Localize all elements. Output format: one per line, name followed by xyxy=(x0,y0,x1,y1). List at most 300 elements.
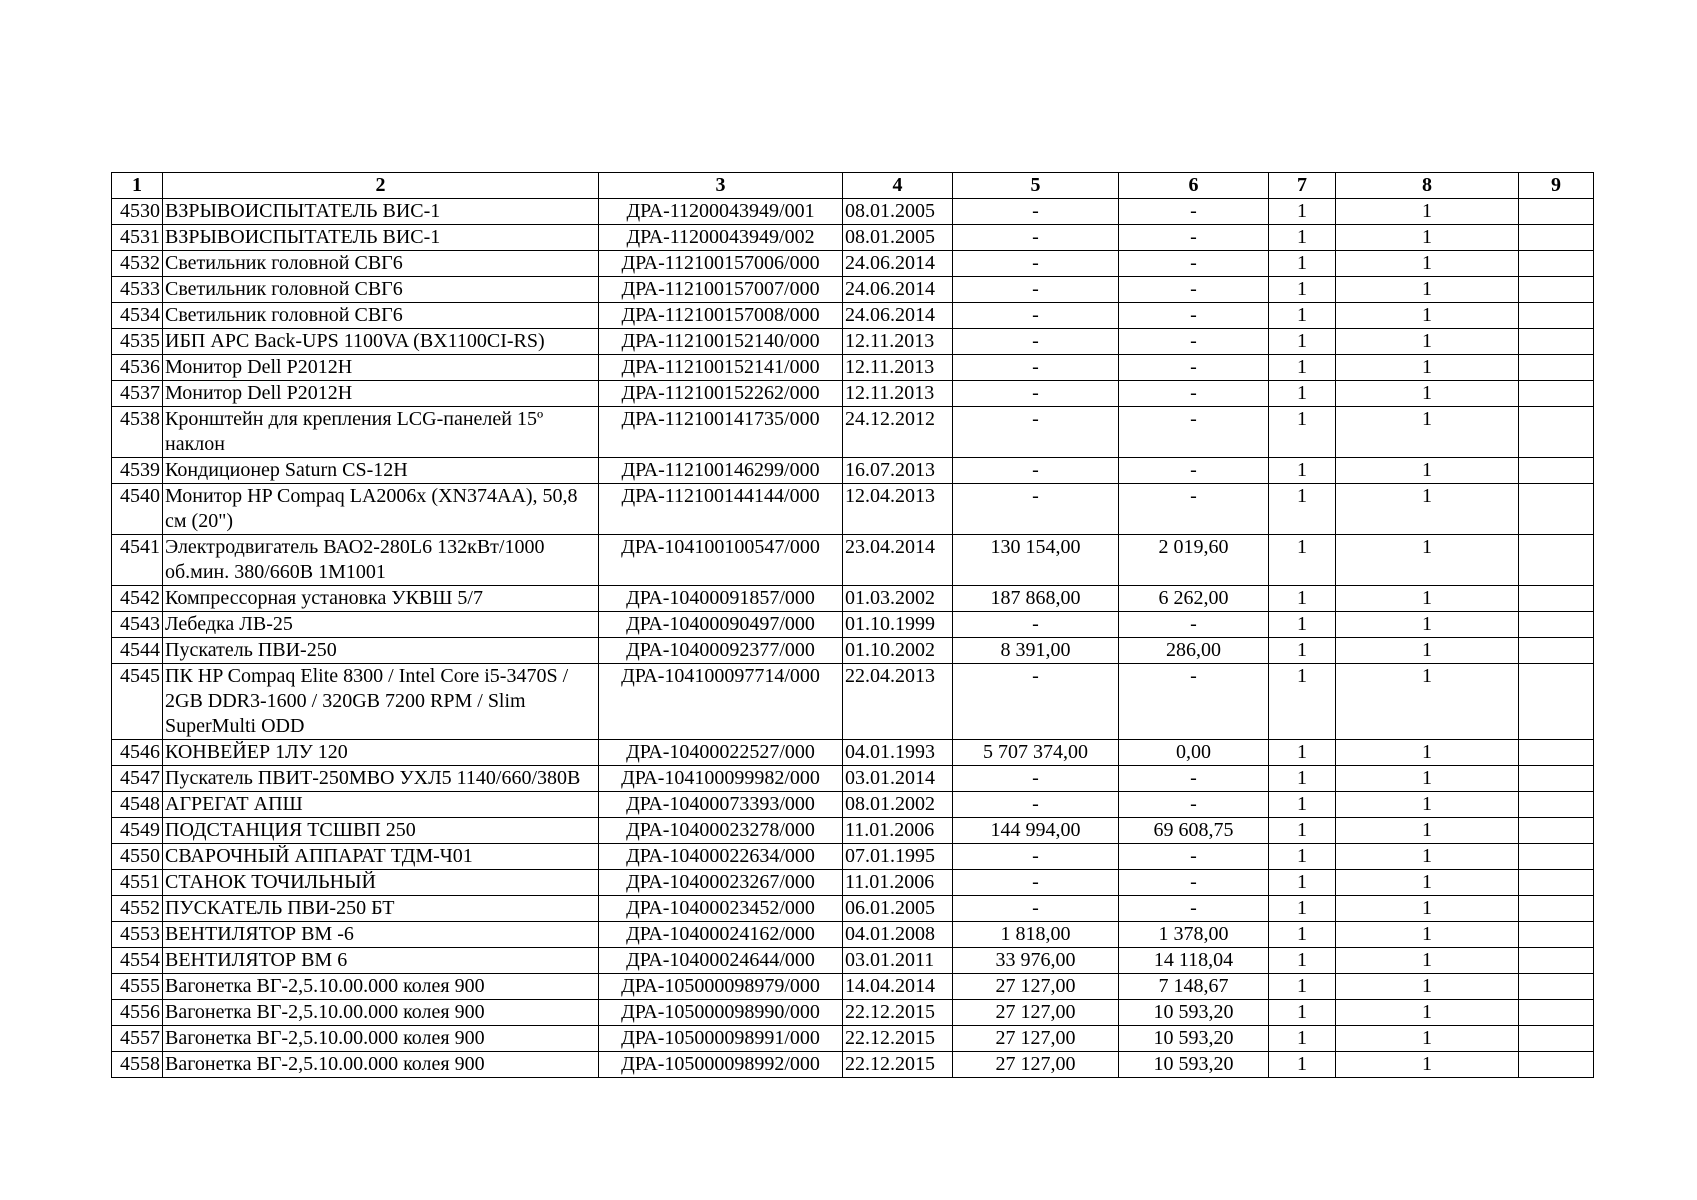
column-7-value-cell: 1 xyxy=(1269,199,1336,225)
item-name-cell: Монитор Dell P2012H xyxy=(163,381,599,407)
column-5-value-cell: 144 994,00 xyxy=(953,818,1119,844)
column-6-value-cell: 10 593,20 xyxy=(1119,1052,1269,1078)
item-name-cell: ВЕНТИЛЯТОР ВМ 6 xyxy=(163,948,599,974)
table-row xyxy=(112,664,1594,740)
column-header: 6 xyxy=(1119,173,1269,199)
table-row xyxy=(112,329,1594,355)
column-9-value-cell xyxy=(1519,355,1594,381)
inventory-code-cell: ДРА-104100099982/000 xyxy=(599,766,843,792)
column-9-value-cell xyxy=(1519,818,1594,844)
column-6-value-cell: 69 608,75 xyxy=(1119,818,1269,844)
column-5-value-cell: - xyxy=(953,458,1119,484)
column-7-value-cell: 1 xyxy=(1269,766,1336,792)
row-number-cell: 4534 xyxy=(112,303,163,329)
table-row xyxy=(112,199,1594,225)
column-5-value-cell: 27 127,00 xyxy=(953,974,1119,1000)
column-9-value-cell xyxy=(1519,251,1594,277)
column-6-value-cell: - xyxy=(1119,381,1269,407)
table-row xyxy=(112,948,1594,974)
item-name-cell: Кронштейн для крепления LCG-панелей 15º наклон xyxy=(163,407,599,458)
column-8-value-cell: 1 xyxy=(1336,664,1519,740)
column-6-value-cell: - xyxy=(1119,766,1269,792)
column-6-value-cell: - xyxy=(1119,484,1269,535)
column-7-value-cell: 1 xyxy=(1269,484,1336,535)
column-7-value-cell: 1 xyxy=(1269,1052,1336,1078)
column-8-value-cell: 1 xyxy=(1336,766,1519,792)
item-name-cell: Вагонетка ВГ-2,5.10.00.000 колея 900 xyxy=(163,1000,599,1026)
table-row xyxy=(112,818,1594,844)
column-8-value-cell: 1 xyxy=(1336,922,1519,948)
row-number-cell: 4556 xyxy=(112,1000,163,1026)
column-9-value-cell xyxy=(1519,1000,1594,1026)
column-8-value-cell: 1 xyxy=(1336,586,1519,612)
column-9-value-cell xyxy=(1519,922,1594,948)
row-number-cell: 4547 xyxy=(112,766,163,792)
row-number-cell: 4552 xyxy=(112,896,163,922)
column-7-value-cell: 1 xyxy=(1269,329,1336,355)
date-cell: 01.10.1999 xyxy=(843,612,953,638)
item-name-cell: Пускатель ПВИТ-250МВО УХЛ5 1140/660/380В xyxy=(163,766,599,792)
column-7-value-cell: 1 xyxy=(1269,974,1336,1000)
item-name-cell: ПУСКАТЕЛЬ ПВИ-250 БТ xyxy=(163,896,599,922)
column-9-value-cell xyxy=(1519,407,1594,458)
column-8-value-cell: 1 xyxy=(1336,484,1519,535)
column-6-value-cell: - xyxy=(1119,844,1269,870)
column-5-value-cell: - xyxy=(953,870,1119,896)
table-row xyxy=(112,407,1594,458)
column-5-value-cell: - xyxy=(953,303,1119,329)
table-row xyxy=(112,251,1594,277)
column-5-value-cell: - xyxy=(953,766,1119,792)
column-8-value-cell: 1 xyxy=(1336,1026,1519,1052)
table-row xyxy=(112,870,1594,896)
table-row xyxy=(112,458,1594,484)
column-7-value-cell: 1 xyxy=(1269,792,1336,818)
column-6-value-cell: 10 593,20 xyxy=(1119,1026,1269,1052)
item-name-cell: Монитор Dell P2012H xyxy=(163,355,599,381)
inventory-code-cell: ДРА-10400023267/000 xyxy=(599,870,843,896)
column-header: 2 xyxy=(163,173,599,199)
inventory-code-cell: ДРА-104100100547/000 xyxy=(599,535,843,586)
column-5-value-cell: - xyxy=(953,484,1119,535)
row-number-cell: 4546 xyxy=(112,740,163,766)
header-row xyxy=(112,173,1594,199)
column-6-value-cell: 6 262,00 xyxy=(1119,586,1269,612)
column-8-value-cell: 1 xyxy=(1336,277,1519,303)
item-name-cell: ВЗРЫВОИСПЫТАТЕЛЬ ВИС-1 xyxy=(163,199,599,225)
date-cell: 06.01.2005 xyxy=(843,896,953,922)
column-header: 4 xyxy=(843,173,953,199)
date-cell: 11.01.2006 xyxy=(843,870,953,896)
column-8-value-cell: 1 xyxy=(1336,740,1519,766)
column-9-value-cell xyxy=(1519,199,1594,225)
column-5-value-cell: - xyxy=(953,329,1119,355)
row-number-cell: 4530 xyxy=(112,199,163,225)
column-9-value-cell xyxy=(1519,484,1594,535)
column-7-value-cell: 1 xyxy=(1269,922,1336,948)
date-cell: 12.11.2013 xyxy=(843,381,953,407)
item-name-cell: Вагонетка ВГ-2,5.10.00.000 колея 900 xyxy=(163,1026,599,1052)
inventory-code-cell: ДРА-105000098992/000 xyxy=(599,1052,843,1078)
row-number-cell: 4544 xyxy=(112,638,163,664)
column-header: 7 xyxy=(1269,173,1336,199)
inventory-code-cell: ДРА-10400091857/000 xyxy=(599,586,843,612)
column-8-value-cell: 1 xyxy=(1336,458,1519,484)
column-9-value-cell xyxy=(1519,766,1594,792)
inventory-code-cell: ДРА-10400090497/000 xyxy=(599,612,843,638)
column-8-value-cell: 1 xyxy=(1336,381,1519,407)
column-7-value-cell: 1 xyxy=(1269,818,1336,844)
column-9-value-cell xyxy=(1519,792,1594,818)
column-6-value-cell: - xyxy=(1119,458,1269,484)
inventory-code-cell: ДРА-112100146299/000 xyxy=(599,458,843,484)
column-9-value-cell xyxy=(1519,1026,1594,1052)
column-5-value-cell: - xyxy=(953,355,1119,381)
date-cell: 08.01.2002 xyxy=(843,792,953,818)
column-6-value-cell: - xyxy=(1119,664,1269,740)
column-7-value-cell: 1 xyxy=(1269,535,1336,586)
column-6-value-cell: - xyxy=(1119,792,1269,818)
column-8-value-cell: 1 xyxy=(1336,896,1519,922)
column-8-value-cell: 1 xyxy=(1336,818,1519,844)
inventory-code-cell: ДРА-112100152262/000 xyxy=(599,381,843,407)
column-9-value-cell xyxy=(1519,586,1594,612)
inventory-code-cell: ДРА-105000098991/000 xyxy=(599,1026,843,1052)
column-8-value-cell: 1 xyxy=(1336,948,1519,974)
item-name-cell: Электродвигатель ВАО2-280L6 132кВт/1000 об.мин. 380/660В 1М1001 xyxy=(163,535,599,586)
column-7-value-cell: 1 xyxy=(1269,277,1336,303)
column-7-value-cell: 1 xyxy=(1269,586,1336,612)
table-row xyxy=(112,277,1594,303)
column-7-value-cell: 1 xyxy=(1269,251,1336,277)
row-number-cell: 4533 xyxy=(112,277,163,303)
row-number-cell: 4558 xyxy=(112,1052,163,1078)
column-header: 5 xyxy=(953,173,1119,199)
inventory-code-cell: ДРА-10400022634/000 xyxy=(599,844,843,870)
column-header: 9 xyxy=(1519,173,1594,199)
column-5-value-cell: - xyxy=(953,844,1119,870)
row-number-cell: 4540 xyxy=(112,484,163,535)
column-9-value-cell xyxy=(1519,329,1594,355)
row-number-cell: 4549 xyxy=(112,818,163,844)
column-5-value-cell: 27 127,00 xyxy=(953,1026,1119,1052)
table-row xyxy=(112,766,1594,792)
table-row xyxy=(112,1000,1594,1026)
row-number-cell: 4545 xyxy=(112,664,163,740)
column-5-value-cell: - xyxy=(953,251,1119,277)
table-row xyxy=(112,896,1594,922)
column-6-value-cell: 10 593,20 xyxy=(1119,1000,1269,1026)
inventory-code-cell: ДРА-105000098990/000 xyxy=(599,1000,843,1026)
column-8-value-cell: 1 xyxy=(1336,355,1519,381)
row-number-cell: 4543 xyxy=(112,612,163,638)
table-row xyxy=(112,638,1594,664)
column-8-value-cell: 1 xyxy=(1336,792,1519,818)
date-cell: 04.01.1993 xyxy=(843,740,953,766)
row-number-cell: 4550 xyxy=(112,844,163,870)
column-8-value-cell: 1 xyxy=(1336,1000,1519,1026)
column-7-value-cell: 1 xyxy=(1269,612,1336,638)
item-name-cell: ПК HP Compaq Elite 8300 / Intel Core i5-3470S / 2GB DDR3-1600 / 320GB 7200 RPM / Slim SuperMulti ODD xyxy=(163,664,599,740)
column-9-value-cell xyxy=(1519,664,1594,740)
inventory-code-cell: ДРА-10400073393/000 xyxy=(599,792,843,818)
column-6-value-cell: - xyxy=(1119,277,1269,303)
column-5-value-cell: - xyxy=(953,277,1119,303)
date-cell: 03.01.2014 xyxy=(843,766,953,792)
row-number-cell: 4554 xyxy=(112,948,163,974)
item-name-cell: ВЕНТИЛЯТОР ВМ -6 xyxy=(163,922,599,948)
column-6-value-cell: - xyxy=(1119,329,1269,355)
date-cell: 03.01.2011 xyxy=(843,948,953,974)
column-8-value-cell: 1 xyxy=(1336,251,1519,277)
column-5-value-cell: 27 127,00 xyxy=(953,1000,1119,1026)
column-7-value-cell: 1 xyxy=(1269,225,1336,251)
column-5-value-cell: - xyxy=(953,664,1119,740)
column-8-value-cell: 1 xyxy=(1336,870,1519,896)
column-9-value-cell xyxy=(1519,277,1594,303)
table-row xyxy=(112,792,1594,818)
column-6-value-cell: 0,00 xyxy=(1119,740,1269,766)
row-number-cell: 4539 xyxy=(112,458,163,484)
column-6-value-cell: 1 378,00 xyxy=(1119,922,1269,948)
column-header: 8 xyxy=(1336,173,1519,199)
column-7-value-cell: 1 xyxy=(1269,664,1336,740)
item-name-cell: Вагонетка ВГ-2,5.10.00.000 колея 900 xyxy=(163,1052,599,1078)
column-5-value-cell: 5 707 374,00 xyxy=(953,740,1119,766)
inventory-code-cell: ДРА-112100157007/000 xyxy=(599,277,843,303)
column-5-value-cell: 27 127,00 xyxy=(953,1052,1119,1078)
row-number-cell: 4532 xyxy=(112,251,163,277)
item-name-cell: Кондиционер Saturn CS-12H xyxy=(163,458,599,484)
date-cell: 22.12.2015 xyxy=(843,1026,953,1052)
column-header: 3 xyxy=(599,173,843,199)
item-name-cell: Монитор HP Compaq LA2006x (XN374AA), 50,8 см (20") xyxy=(163,484,599,535)
column-8-value-cell: 1 xyxy=(1336,407,1519,458)
date-cell: 23.04.2014 xyxy=(843,535,953,586)
column-9-value-cell xyxy=(1519,225,1594,251)
inventory-code-cell: ДРА-105000098979/000 xyxy=(599,974,843,1000)
column-8-value-cell: 1 xyxy=(1336,303,1519,329)
inventory-code-cell: ДРА-10400023278/000 xyxy=(599,818,843,844)
item-name-cell: ВЗРЫВОИСПЫТАТЕЛЬ ВИС-1 xyxy=(163,225,599,251)
item-name-cell: СВАРОЧНЫЙ АППАРАТ ТДМ-Ч01 xyxy=(163,844,599,870)
date-cell: 11.01.2006 xyxy=(843,818,953,844)
inventory-sheet xyxy=(111,172,1593,1078)
inventory-code-cell: ДРА-112100141735/000 xyxy=(599,407,843,458)
inventory-code-cell: ДРА-10400022527/000 xyxy=(599,740,843,766)
inventory-code-cell: ДРА-10400024644/000 xyxy=(599,948,843,974)
column-8-value-cell: 1 xyxy=(1336,844,1519,870)
column-8-value-cell: 1 xyxy=(1336,329,1519,355)
column-6-value-cell: - xyxy=(1119,199,1269,225)
column-5-value-cell: - xyxy=(953,792,1119,818)
column-5-value-cell: - xyxy=(953,199,1119,225)
date-cell: 24.06.2014 xyxy=(843,303,953,329)
row-number-cell: 4537 xyxy=(112,381,163,407)
column-7-value-cell: 1 xyxy=(1269,1000,1336,1026)
column-9-value-cell xyxy=(1519,948,1594,974)
column-5-value-cell: 1 818,00 xyxy=(953,922,1119,948)
table-row xyxy=(112,535,1594,586)
row-number-cell: 4536 xyxy=(112,355,163,381)
column-5-value-cell: - xyxy=(953,896,1119,922)
date-cell: 08.01.2005 xyxy=(843,199,953,225)
column-7-value-cell: 1 xyxy=(1269,870,1336,896)
date-cell: 08.01.2005 xyxy=(843,225,953,251)
column-6-value-cell: - xyxy=(1119,225,1269,251)
column-6-value-cell: - xyxy=(1119,870,1269,896)
row-number-cell: 4557 xyxy=(112,1026,163,1052)
row-number-cell: 4531 xyxy=(112,225,163,251)
column-7-value-cell: 1 xyxy=(1269,1026,1336,1052)
date-cell: 22.12.2015 xyxy=(843,1000,953,1026)
column-9-value-cell xyxy=(1519,612,1594,638)
date-cell: 22.12.2015 xyxy=(843,1052,953,1078)
date-cell: 12.11.2013 xyxy=(843,329,953,355)
column-5-value-cell: 130 154,00 xyxy=(953,535,1119,586)
inventory-code-cell: ДРА-112100152141/000 xyxy=(599,355,843,381)
column-header: 1 xyxy=(112,173,163,199)
column-9-value-cell xyxy=(1519,974,1594,1000)
inventory-code-cell: ДРА-112100157008/000 xyxy=(599,303,843,329)
table-row xyxy=(112,484,1594,535)
inventory-code-cell: ДРА-112100152140/000 xyxy=(599,329,843,355)
date-cell: 07.01.1995 xyxy=(843,844,953,870)
table-row xyxy=(112,225,1594,251)
date-cell: 16.07.2013 xyxy=(843,458,953,484)
column-6-value-cell: - xyxy=(1119,303,1269,329)
item-name-cell: АГРЕГАТ АПШ xyxy=(163,792,599,818)
column-9-value-cell xyxy=(1519,381,1594,407)
column-6-value-cell: - xyxy=(1119,251,1269,277)
column-5-value-cell: - xyxy=(953,612,1119,638)
date-cell: 04.01.2008 xyxy=(843,922,953,948)
item-name-cell: Светильник головной СВГ6 xyxy=(163,303,599,329)
column-9-value-cell xyxy=(1519,844,1594,870)
column-9-value-cell xyxy=(1519,896,1594,922)
table-row xyxy=(112,1026,1594,1052)
date-cell: 12.04.2013 xyxy=(843,484,953,535)
inventory-code-cell: ДРА-11200043949/001 xyxy=(599,199,843,225)
column-9-value-cell xyxy=(1519,458,1594,484)
date-cell: 22.04.2013 xyxy=(843,664,953,740)
table-row xyxy=(112,303,1594,329)
table-row xyxy=(112,974,1594,1000)
column-5-value-cell: 187 868,00 xyxy=(953,586,1119,612)
date-cell: 24.12.2012 xyxy=(843,407,953,458)
item-name-cell: ПОДСТАНЦИЯ ТСШВП 250 xyxy=(163,818,599,844)
column-6-value-cell: 14 118,04 xyxy=(1119,948,1269,974)
inventory-code-cell: ДРА-11200043949/002 xyxy=(599,225,843,251)
inventory-code-cell: ДРА-104100097714/000 xyxy=(599,664,843,740)
date-cell: 24.06.2014 xyxy=(843,251,953,277)
column-8-value-cell: 1 xyxy=(1336,225,1519,251)
item-name-cell: Вагонетка ВГ-2,5.10.00.000 колея 900 xyxy=(163,974,599,1000)
column-6-value-cell: - xyxy=(1119,612,1269,638)
row-number-cell: 4555 xyxy=(112,974,163,1000)
column-8-value-cell: 1 xyxy=(1336,638,1519,664)
column-6-value-cell: - xyxy=(1119,407,1269,458)
column-6-value-cell: 7 148,67 xyxy=(1119,974,1269,1000)
table-row xyxy=(112,381,1594,407)
item-name-cell: Светильник головной СВГ6 xyxy=(163,277,599,303)
item-name-cell: СТАНОК ТОЧИЛЬНЫЙ xyxy=(163,870,599,896)
date-cell: 12.11.2013 xyxy=(843,355,953,381)
table-row xyxy=(112,922,1594,948)
column-6-value-cell: - xyxy=(1119,896,1269,922)
column-5-value-cell: - xyxy=(953,407,1119,458)
table-row xyxy=(112,586,1594,612)
column-5-value-cell: - xyxy=(953,225,1119,251)
column-9-value-cell xyxy=(1519,870,1594,896)
column-9-value-cell xyxy=(1519,535,1594,586)
column-9-value-cell xyxy=(1519,740,1594,766)
item-name-cell: Компрессорная установка УКВШ 5/7 xyxy=(163,586,599,612)
table-row xyxy=(112,1052,1594,1078)
column-8-value-cell: 1 xyxy=(1336,974,1519,1000)
row-number-cell: 4548 xyxy=(112,792,163,818)
table-row xyxy=(112,355,1594,381)
column-7-value-cell: 1 xyxy=(1269,303,1336,329)
table-row xyxy=(112,612,1594,638)
column-7-value-cell: 1 xyxy=(1269,740,1336,766)
column-7-value-cell: 1 xyxy=(1269,896,1336,922)
date-cell: 01.10.2002 xyxy=(843,638,953,664)
column-8-value-cell: 1 xyxy=(1336,535,1519,586)
column-6-value-cell: 286,00 xyxy=(1119,638,1269,664)
item-name-cell: КОНВЕЙЕР 1ЛУ 120 xyxy=(163,740,599,766)
column-7-value-cell: 1 xyxy=(1269,948,1336,974)
date-cell: 14.04.2014 xyxy=(843,974,953,1000)
column-5-value-cell: 33 976,00 xyxy=(953,948,1119,974)
row-number-cell: 4553 xyxy=(112,922,163,948)
column-6-value-cell: - xyxy=(1119,355,1269,381)
date-cell: 24.06.2014 xyxy=(843,277,953,303)
date-cell: 01.03.2002 xyxy=(843,586,953,612)
column-8-value-cell: 1 xyxy=(1336,1052,1519,1078)
column-9-value-cell xyxy=(1519,303,1594,329)
column-6-value-cell: 2 019,60 xyxy=(1119,535,1269,586)
inventory-code-cell: ДРА-10400024162/000 xyxy=(599,922,843,948)
inventory-code-cell: ДРА-112100144144/000 xyxy=(599,484,843,535)
column-8-value-cell: 1 xyxy=(1336,612,1519,638)
column-8-value-cell: 1 xyxy=(1336,199,1519,225)
column-7-value-cell: 1 xyxy=(1269,844,1336,870)
column-5-value-cell: - xyxy=(953,381,1119,407)
column-7-value-cell: 1 xyxy=(1269,407,1336,458)
row-number-cell: 4535 xyxy=(112,329,163,355)
column-7-value-cell: 1 xyxy=(1269,458,1336,484)
column-7-value-cell: 1 xyxy=(1269,638,1336,664)
inventory-table xyxy=(111,172,1594,1078)
item-name-cell: Пускатель ПВИ-250 xyxy=(163,638,599,664)
inventory-code-cell: ДРА-112100157006/000 xyxy=(599,251,843,277)
column-7-value-cell: 1 xyxy=(1269,355,1336,381)
item-name-cell: ИБП APC Back-UPS 1100VA (BX1100CI-RS) xyxy=(163,329,599,355)
inventory-code-cell: ДРА-10400092377/000 xyxy=(599,638,843,664)
item-name-cell: Светильник головной СВГ6 xyxy=(163,251,599,277)
row-number-cell: 4538 xyxy=(112,407,163,458)
column-9-value-cell xyxy=(1519,1052,1594,1078)
column-5-value-cell: 8 391,00 xyxy=(953,638,1119,664)
table-row xyxy=(112,844,1594,870)
column-9-value-cell xyxy=(1519,638,1594,664)
column-7-value-cell: 1 xyxy=(1269,381,1336,407)
inventory-code-cell: ДРА-10400023452/000 xyxy=(599,896,843,922)
row-number-cell: 4542 xyxy=(112,586,163,612)
item-name-cell: Лебедка ЛВ-25 xyxy=(163,612,599,638)
row-number-cell: 4541 xyxy=(112,535,163,586)
